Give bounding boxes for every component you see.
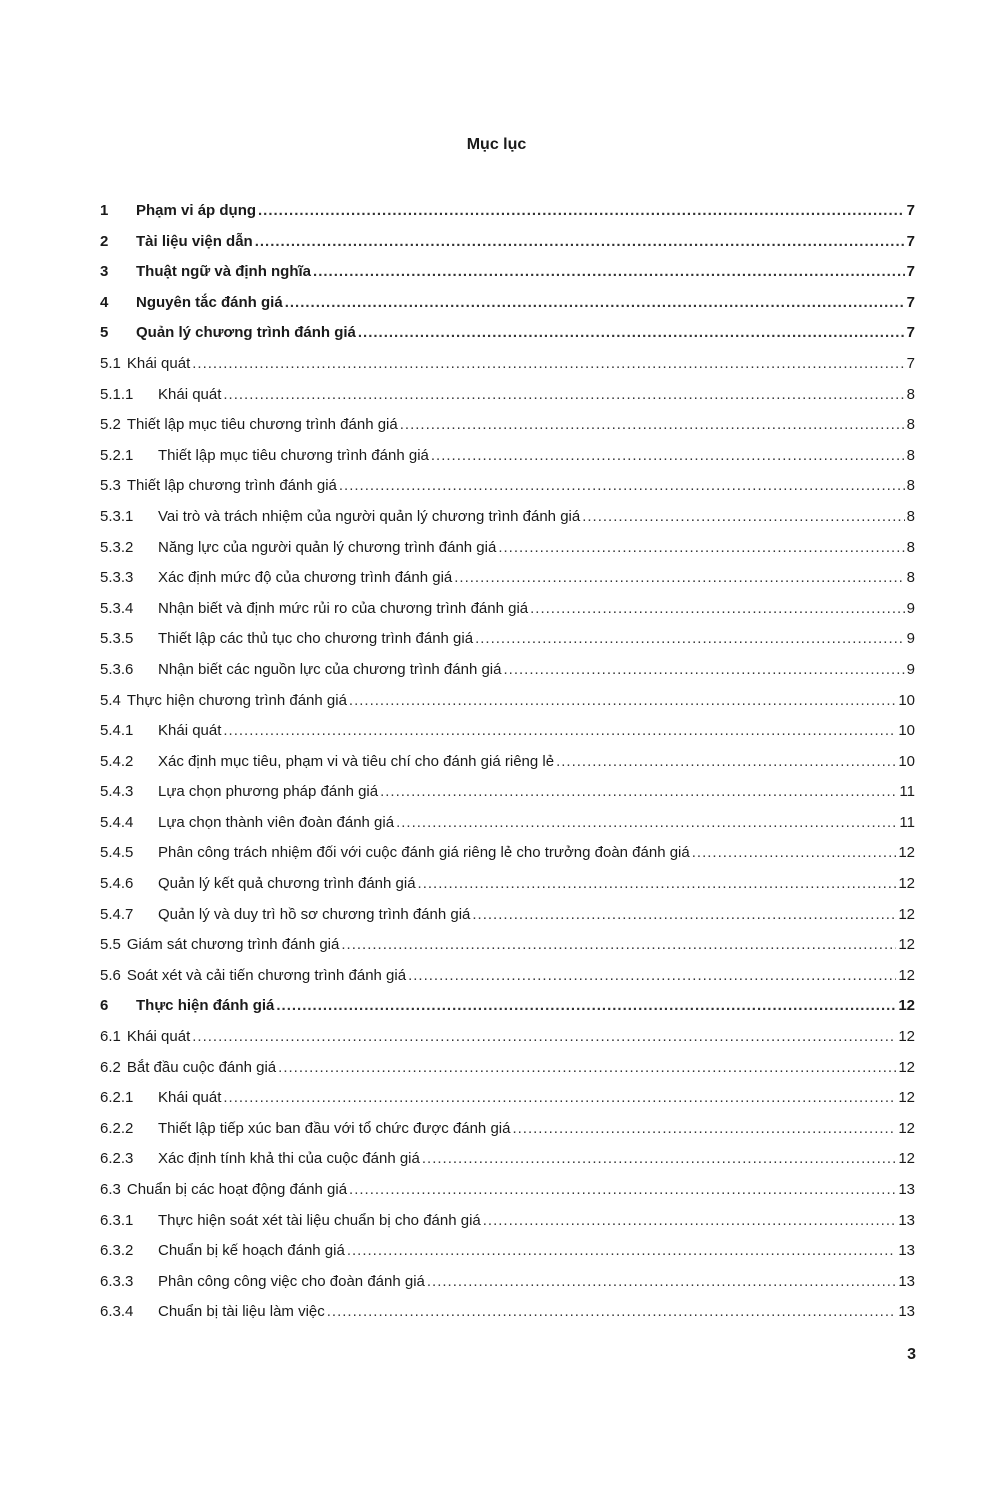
toc-dot-leader [349,686,896,717]
toc-entry-page: 8 [906,477,915,495]
toc-entry-number: 5.3.1 [100,507,134,525]
toc-dot-leader [255,227,905,258]
toc-entry-title: Vai trò và trách nhiệm của người quản lý chương trình đánh giá [158,507,581,525]
toc-entry[interactable] [100,257,915,288]
toc-entry[interactable] [100,349,915,380]
toc-dot-leader [408,961,896,992]
toc-entry-number: 6 [100,997,109,1015]
toc-entry[interactable] [100,991,915,1022]
toc-entry-title: Nhận biết và định mức rủi ro của chương trình đánh giá [158,599,529,617]
toc-entry-page: 12 [898,1119,915,1137]
toc-entry-number: 5.3.3 [100,569,134,587]
toc-entry-title: Thiết lập chương trình đánh giá [126,477,337,495]
toc-entry-page: 7 [906,232,915,250]
toc-dot-leader [418,869,897,900]
toc-entry-number: 5.4.4 [100,813,134,831]
toc-entry[interactable] [100,288,915,319]
toc-entry[interactable] [100,624,915,655]
toc-entry[interactable] [100,900,915,931]
toc-entry-title: Thiết lập tiếp xúc ban đầu với tổ chức được đánh giá [158,1119,511,1137]
toc-entry-number: 6.2.3 [100,1150,134,1168]
toc-entry-number: 6.1 [100,1028,121,1046]
toc-entry[interactable] [100,380,915,411]
toc-entry[interactable] [100,441,915,472]
toc-entry-number: 5.4.1 [100,722,134,740]
toc-entry-number: 3 [100,263,109,281]
toc-dot-leader [400,410,905,441]
toc-entry-title: Quản lý chương trình đánh giá [136,324,356,342]
toc-dot-leader [427,1267,896,1298]
toc-dot-leader [692,838,897,869]
toc-dot-leader [223,380,904,411]
toc-entry-page: 7 [906,202,915,219]
toc-entry[interactable] [100,1175,915,1206]
toc-entry-page: 12 [898,875,915,893]
toc-entry-number: 5.2.1 [100,446,134,464]
toc-dot-leader [483,1206,897,1237]
toc-dot-leader [556,747,896,778]
toc-entry-title: Khái quát [158,722,222,740]
toc-entry[interactable] [100,808,915,839]
toc-entry-page: 9 [906,630,915,648]
toc-dot-leader [422,1144,896,1175]
toc-entry-title: Quản lý và duy trì hồ sơ chương trình đánh giá [158,905,471,923]
toc-entry-page: 8 [906,538,915,556]
toc-entry-title: Thực hiện đánh giá [136,997,275,1015]
toc-entry-title: Chuẩn bị các hoạt động đánh giá [126,1181,348,1198]
toc-entry-title: Phạm vi áp dụng [136,202,257,219]
toc-entry[interactable] [100,563,915,594]
toc-entry[interactable] [100,594,915,625]
toc-dot-leader [192,1022,896,1053]
toc-entry-title: Nhận biết các nguồn lực của chương trình đánh giá [158,660,502,678]
toc-entry-page: 12 [898,1089,915,1107]
toc-entry-number: 5.3.2 [100,538,134,556]
toc-entry-page: 13 [898,1211,915,1229]
toc-entry[interactable] [100,716,915,747]
toc-entry[interactable] [100,961,915,992]
toc-entry-number: 5.3 [100,477,121,495]
toc-dot-leader [192,349,904,380]
toc-entry-page: 12 [898,1058,915,1076]
toc-entry-title: Khái quát [126,354,191,372]
toc-dot-leader [258,196,905,227]
toc-dot-leader [358,318,905,349]
toc-entry[interactable] [100,1144,915,1175]
toc-entry-page: 8 [906,569,915,587]
table-of-contents [100,196,915,1328]
toc-entry-number: 6.3.1 [100,1211,134,1229]
toc-entry[interactable] [100,227,915,258]
toc-entry-title: Phân công trách nhiệm đối với cuộc đánh giá riêng lẻ cho trưởng đoàn đánh giá [158,844,690,862]
toc-entry-title: Khái quát [158,385,222,403]
toc-dot-leader [285,288,905,319]
toc-dot-leader [313,257,905,288]
toc-entry-page: 8 [906,507,915,525]
toc-entry-page: 7 [906,263,915,281]
toc-entry-number: 5.6 [100,966,121,984]
toc-entry-number: 5.4.6 [100,875,134,893]
toc-entry-number: 6.3 [100,1181,121,1198]
toc-entry-page: 12 [898,1150,915,1168]
toc-entry-number: 5.1 [100,354,121,372]
toc-entry-title: Lựa chọn phương pháp đánh giá [158,783,379,801]
toc-entry-title: Thiết lập mục tiêu chương trình đánh giá [158,446,429,464]
toc-entry-title: Khái quát [126,1028,191,1046]
toc-entry[interactable] [100,838,915,869]
toc-entry[interactable] [100,1114,915,1145]
toc-entry-page: 11 [899,813,915,831]
toc-entry-number: 5.4.2 [100,752,134,770]
page-number: 3 [907,1346,916,1363]
toc-dot-leader [223,1083,896,1114]
toc-entry[interactable] [100,655,915,686]
toc-entry-page: 8 [906,446,915,464]
toc-entry-title: Thiết lập các thủ tục cho chương trình đánh giá [158,630,474,648]
toc-dot-leader [582,502,904,533]
toc-entry-title: Quản lý kết quả chương trình đánh giá [158,875,416,893]
toc-dot-leader [278,1053,896,1084]
toc-entry-page: 9 [906,660,915,678]
toc-entry-title: Thuật ngữ và định nghĩa [136,263,312,281]
toc-entry-page: 8 [906,416,915,434]
toc-entry-number: 6.3.4 [100,1303,134,1321]
toc-entry-title: Chuẩn bị kế hoạch đánh giá [158,1242,345,1260]
toc-dot-leader [223,716,896,747]
toc-entry-page: 10 [898,752,915,770]
toc-entry-number: 5.5 [100,936,121,954]
toc-entry-page: 7 [906,324,915,342]
toc-entry[interactable] [100,1267,915,1298]
toc-dot-leader [347,1236,897,1267]
toc-entry-title: Chuẩn bị tài liệu làm việc [158,1303,325,1321]
toc-entry-page: 13 [898,1181,915,1198]
toc-entry-page: 7 [906,354,915,372]
toc-entry-page: 12 [898,1028,915,1046]
toc-dot-leader [503,655,904,686]
toc-entry[interactable] [100,410,915,441]
toc-entry-number: 5.4.5 [100,844,134,862]
toc-entry-title: Xác định mức độ của chương trình đánh giá [158,569,453,587]
toc-dot-leader [498,533,904,564]
toc-entry-number: 5.2 [100,416,121,434]
toc-entry-number: 5.3.6 [100,660,134,678]
toc-entry-page: 10 [898,722,915,740]
toc-entry-page: 12 [898,966,915,984]
toc-entry[interactable] [100,502,915,533]
toc-entry-title: Năng lực của người quản lý chương trình đánh giá [158,538,497,556]
toc-entry[interactable] [100,1206,915,1237]
toc-entry-number: 4 [100,293,109,311]
toc-dot-leader [454,563,904,594]
toc-entry-number: 6.2 [100,1058,121,1076]
toc-dot-leader [339,471,905,502]
toc-entry-title: Lựa chọn thành viên đoàn đánh giá [158,813,395,831]
toc-entry[interactable] [100,686,915,717]
toc-entry-title: Xác định tính khả thi của cuộc đánh giá [158,1150,420,1168]
toc-entry[interactable] [100,1236,915,1267]
toc-entry-title: Nguyên tắc đánh giá [136,293,283,311]
toc-entry-number: 5.4.3 [100,783,134,801]
toc-entry-title: Phân công công việc cho đoàn đánh giá [158,1272,425,1290]
toc-entry-number: 5.4.7 [100,905,134,923]
toc-entry-number: 6.3.2 [100,1242,134,1260]
toc-dot-leader [349,1175,896,1206]
toc-dot-leader [396,808,897,839]
toc-entry[interactable] [100,777,915,808]
toc-dot-leader [472,900,896,931]
toc-entry-title: Bắt đầu cuộc đánh giá [126,1058,277,1076]
toc-entry-title: Xác định mục tiêu, phạm vi và tiêu chí cho đánh giá riêng lẻ [158,752,555,770]
toc-dot-leader [276,991,896,1022]
toc-entry-page: 7 [906,293,915,311]
toc-entry-page: 9 [906,599,915,617]
toc-entry-number: 5.3.4 [100,599,134,617]
toc-entry-page: 12 [898,936,915,954]
toc-entry-title: Giám sát chương trình đánh giá [126,936,340,954]
toc-entry-number: 2 [100,232,109,250]
toc-entry[interactable] [100,1297,915,1328]
toc-dot-leader [380,777,897,808]
toc-entry[interactable] [100,318,915,349]
toc-entry-page: 13 [898,1242,915,1260]
toc-entry-page: 13 [898,1272,915,1290]
toc-entry-title: Soát xét và cải tiến chương trình đánh giá [126,966,407,984]
toc-dot-leader [530,594,905,625]
toc-entry[interactable] [100,1022,915,1053]
toc-entry[interactable] [100,1083,915,1114]
toc-entry-page: 13 [898,1303,915,1321]
toc-entry-title: Tài liệu viện dẫn [136,232,253,250]
toc-dot-leader [327,1297,897,1328]
toc-entry-page: 8 [906,385,915,403]
toc-dot-leader [341,930,896,961]
toc-entry[interactable] [100,471,915,502]
toc-entry[interactable] [100,196,915,227]
toc-entry-number: 6.2.1 [100,1089,134,1107]
toc-entry-number: 6.3.3 [100,1272,134,1290]
toc-entry-number: 5.4 [100,691,121,709]
page-title: Mục lục [466,136,527,153]
toc-entry-number: 6.2.2 [100,1119,134,1137]
toc-entry-page: 10 [898,691,915,709]
toc-entry[interactable] [100,869,915,900]
toc-entry-title: Khái quát [158,1089,222,1107]
toc-entry-page: 11 [899,783,915,801]
toc-dot-leader [512,1114,896,1145]
toc-entry[interactable] [100,930,915,961]
toc-dot-leader [431,441,905,472]
toc-entry-page: 12 [898,997,915,1015]
toc-entry-title: Thiết lập mục tiêu chương trình đánh giá [126,416,398,434]
toc-entry-title: Thực hiện chương trình đánh giá [126,691,347,709]
toc-entry[interactable] [100,747,915,778]
toc-entry-number: 1 [100,202,109,219]
toc-entry[interactable] [100,533,915,564]
toc-entry-number: 5.1.1 [100,385,134,403]
toc-entry-title: Thực hiện soát xét tài liệu chuẩn bị cho đánh giá [158,1211,481,1229]
toc-entry-number: 5 [100,324,109,342]
toc-entry-number: 5.3.5 [100,630,134,648]
toc-entry-page: 12 [898,844,915,862]
toc-dot-leader [475,624,905,655]
toc-entry-page: 12 [898,905,915,923]
toc-entry[interactable] [100,1053,915,1084]
